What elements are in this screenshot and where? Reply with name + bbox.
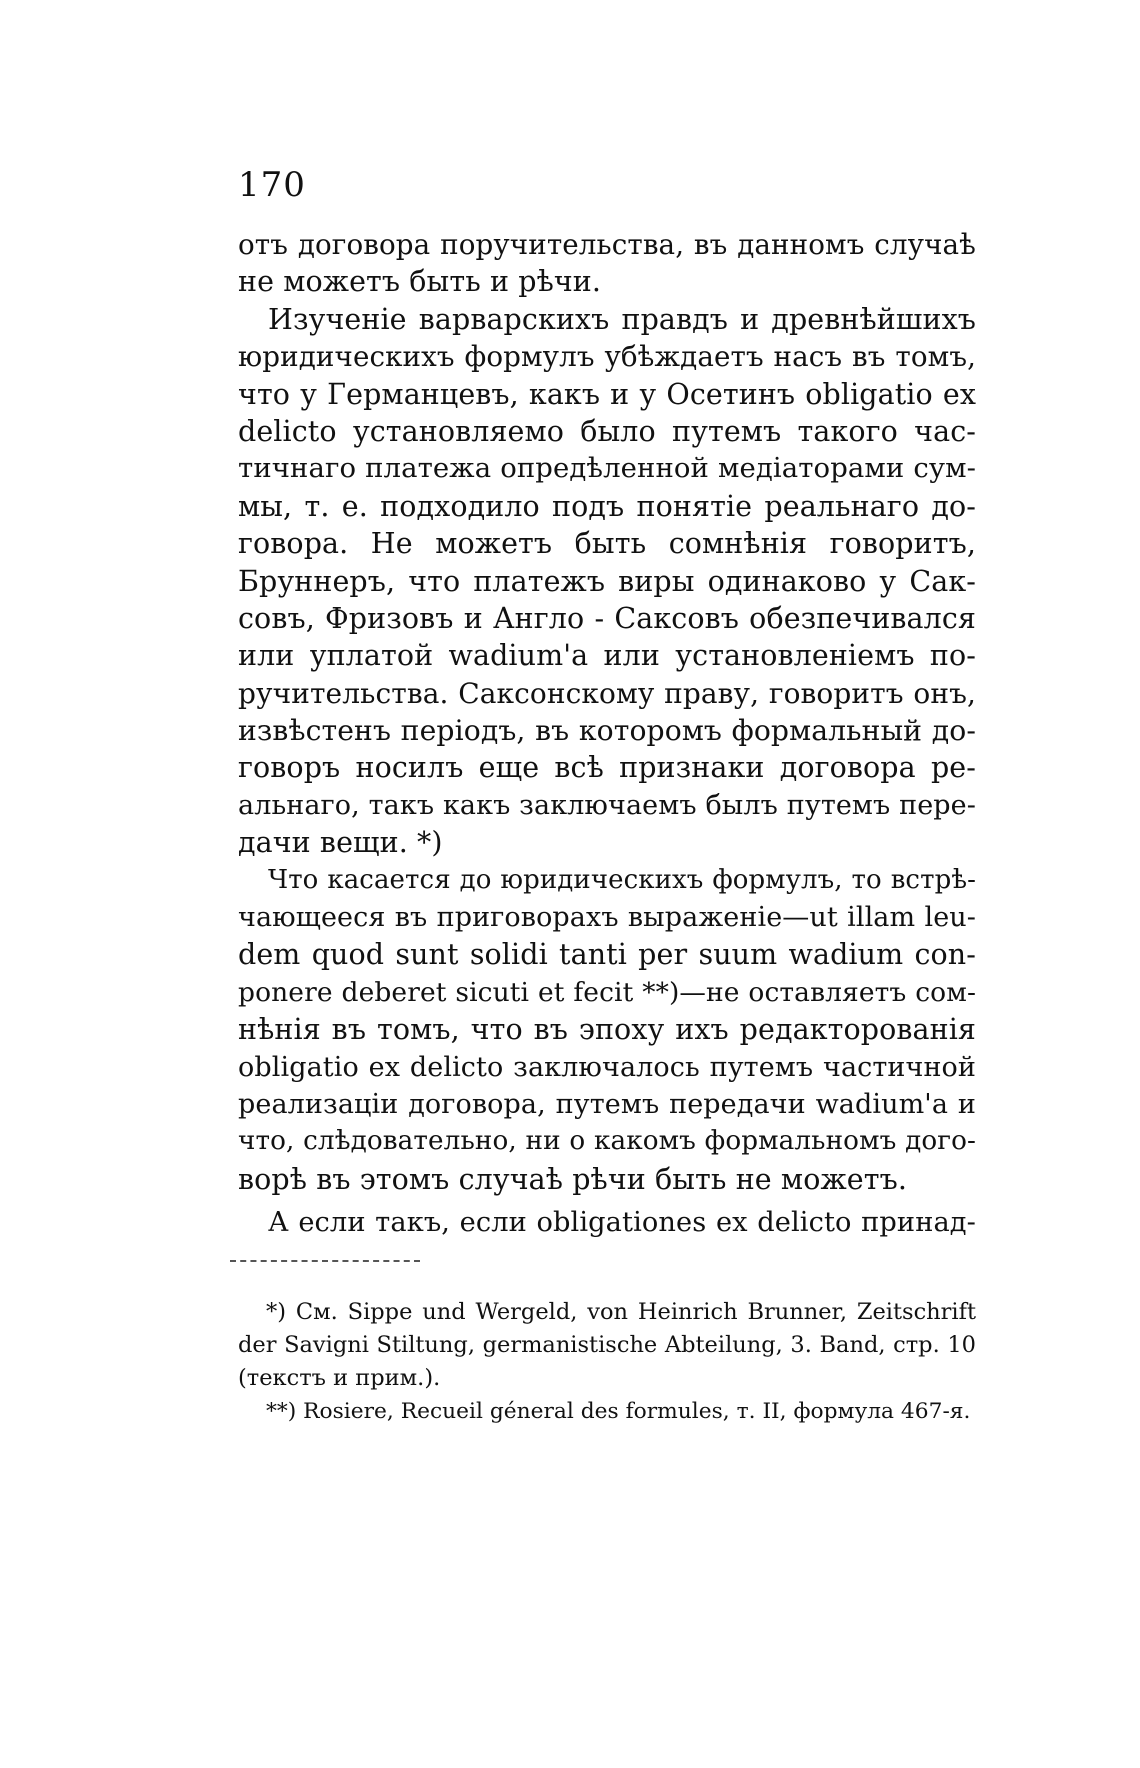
text-line: отъ договора поручительства, въ данномъ случаѣ xyxy=(238,228,976,261)
text-line: нѣнія въ томъ, что въ эпоху ихъ редакторованія xyxy=(238,1013,976,1047)
paragraph-start-line: Что касается до юридическихъ формулъ, то встрѣ- xyxy=(268,864,976,895)
text-line: delicto установляемо было путемъ такого час- xyxy=(238,414,976,448)
footnote-line: *) См. Sippe und Wergeld, von Heinrich Brunner, Zeitschrift xyxy=(266,1299,976,1325)
paragraph-start-line: Изученіе варварскихъ правдъ и древнѣйшихъ xyxy=(268,302,976,336)
text-line: мы, т. е. подходило подъ понятіе реальнаго до- xyxy=(238,489,976,523)
page-number: 170 xyxy=(238,165,306,205)
footnote-line: **) Rosiere, Recueil géneral des formules, т. II, формула 467-я. xyxy=(266,1399,971,1424)
text-line: ворѣ въ этомъ случаѣ рѣчи быть не можетъ. xyxy=(238,1162,907,1196)
text-line: obligatio ex delicto заключалось путемъ частичной xyxy=(238,1051,976,1083)
footnotes xyxy=(238,1296,976,1428)
footnote-separator xyxy=(230,1260,420,1262)
text-line: говоръ носилъ еще всѣ признаки договора ре- xyxy=(238,751,976,785)
text-line: реализаціи договора, путемъ передачи wadium'а и xyxy=(238,1088,976,1120)
text-line: что у Германцевъ, какъ и у Осетинъ obligatio ex xyxy=(238,377,976,411)
text-line: dem quod sunt solidi tanti per suum wadium con- xyxy=(238,938,976,972)
text-line: извѣстенъ періодъ, въ которомъ формальный до- xyxy=(238,714,976,748)
text-line: альнаго, такъ какъ заключаемъ былъ путемъ пере- xyxy=(238,789,976,821)
text-line: дачи вещи. *) xyxy=(238,826,443,860)
text-line: ручительства. Саксонскому праву, говоритъ онъ, xyxy=(238,676,976,710)
footnote-line: (текстъ и прим.). xyxy=(238,1365,441,1391)
text-line: Бруннеръ, что платежъ виры одинаково у Сак- xyxy=(238,564,976,598)
text-line: что, слѣдовательно, ни о какомъ формальномъ дого- xyxy=(238,1126,976,1157)
text-line: тичнаго платежа опредѣленной медіаторами сум- xyxy=(238,452,976,485)
text-line: юридическихъ формулъ убѣждаетъ насъ въ томъ, xyxy=(238,340,976,374)
text-line: ponere deberet sicuti et fecit **)—не оставляетъ сом- xyxy=(238,976,976,1008)
text-line: не можетъ быть и рѣчи. xyxy=(238,265,602,299)
main-text xyxy=(238,226,976,1242)
text-line: говора. Не можетъ быть сомнѣнія говоритъ, xyxy=(238,527,976,561)
text-line: чающееся въ приговорахъ выраженіе—ut illam leu- xyxy=(238,902,976,934)
paragraph-start-line: А если такъ, если obligationes ex delicto принад- xyxy=(268,1207,976,1239)
text-line: совъ, Фризовъ и Англо - Саксовъ обезпечивался xyxy=(238,601,976,635)
footnote-line: der Savigni Stiltung, germanistische Abteilung, 3. Band, стр. 10 xyxy=(238,1332,976,1358)
text-line: или уплатой wadium'а или установленіемъ по- xyxy=(238,639,976,673)
